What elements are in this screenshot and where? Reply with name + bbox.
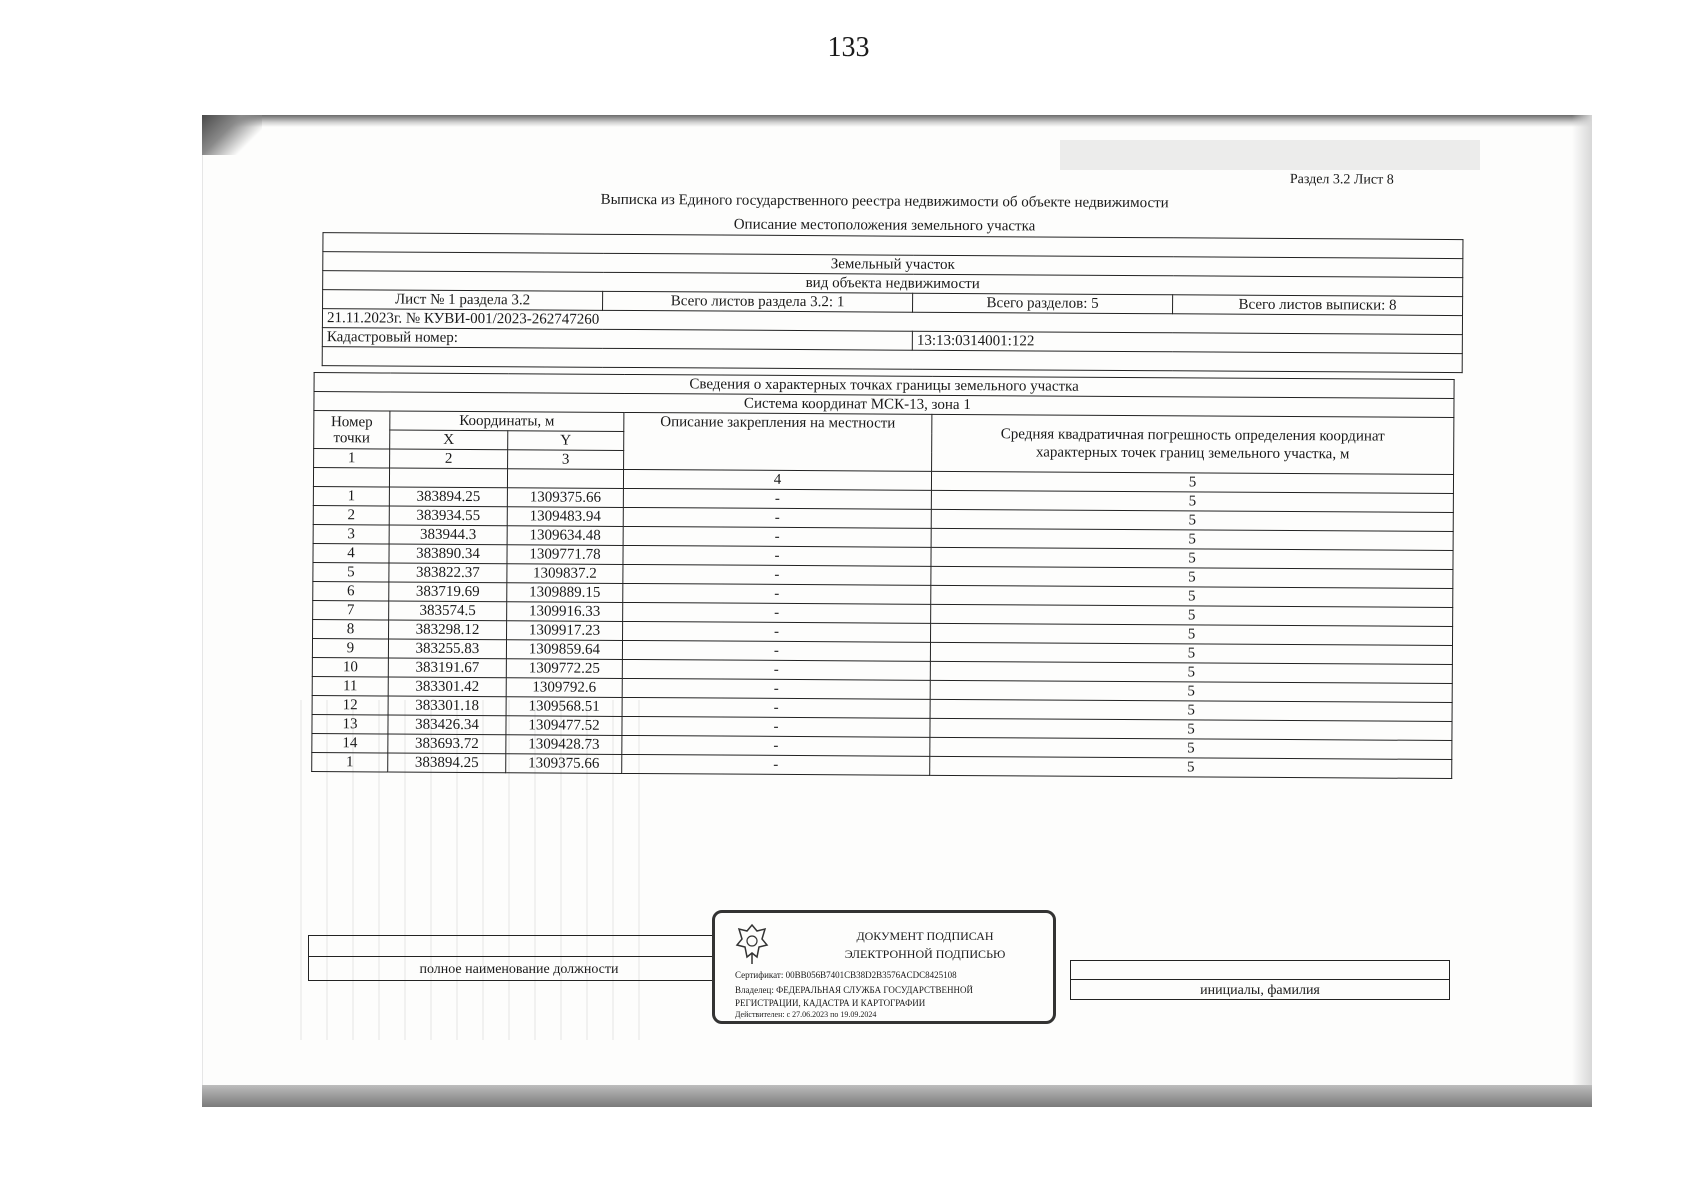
col-coordinates: Координаты, м	[390, 411, 624, 431]
point-number-cell: 2	[313, 506, 389, 525]
y-coordinate-cell: 1309889.15	[507, 583, 623, 603]
point-rows	[312, 487, 1454, 779]
description-cell: -	[622, 716, 930, 737]
description-cell: -	[623, 583, 931, 604]
y-coordinate-cell: 1309837.2	[507, 564, 623, 584]
description-cell: -	[623, 545, 931, 566]
description-cell: -	[623, 488, 931, 509]
error-cell: 5	[930, 718, 1452, 740]
x-coordinate-cell: 383298.12	[389, 620, 507, 640]
y-coordinate-cell: 1309792.6	[506, 678, 622, 698]
scan-bottom-edge	[202, 1085, 1592, 1107]
point-number-cell: 9	[312, 639, 388, 658]
point-number-cell: 13	[312, 715, 388, 734]
error-cell: 5	[931, 528, 1453, 550]
y-coordinate-cell: 1309859.64	[506, 640, 622, 660]
x-coordinate-cell: 383255.83	[388, 639, 506, 659]
y-coordinate-cell: 1309428.73	[506, 735, 622, 755]
error-cell: 5	[930, 661, 1452, 683]
point-number-cell: 10	[312, 658, 388, 677]
description-cell: -	[622, 678, 930, 699]
y-coordinate-cell: 1309375.66	[506, 754, 622, 774]
total-sheets-extract: Всего листов выписки: 8	[1173, 295, 1463, 316]
position-line	[309, 956, 729, 957]
y-coordinate-cell: 1309375.66	[507, 488, 623, 508]
header-table	[322, 232, 1464, 373]
error-cell: 5	[931, 490, 1453, 512]
description-cell: -	[622, 659, 930, 680]
object-type-value: Земельный участок	[323, 252, 1463, 278]
error-cell: 5	[930, 699, 1452, 721]
point-number-cell: 5	[313, 563, 389, 582]
point-number-cell: 6	[313, 582, 389, 601]
stamp-certificate: Сертификат: 00BB056B7401CB38D2B3576ACDC8425108	[735, 970, 957, 980]
error-cell: 5	[930, 756, 1452, 778]
stamp-owner-1: Владелец: ФЕДЕРАЛЬНАЯ СЛУЖБА ГОСУДАРСТВЕННОЙ	[735, 985, 974, 995]
scan-corner-shadow	[202, 115, 262, 155]
error-cell: 5	[931, 604, 1453, 626]
x-coordinate-cell: 383574.5	[389, 601, 507, 621]
x-coordinate-cell: 383934.55	[389, 506, 507, 526]
x-coordinate-cell: 383191.67	[388, 658, 506, 678]
x-coordinate-cell: 383894.25	[389, 487, 507, 507]
y-coordinate-cell: 1309916.33	[507, 602, 623, 622]
x-coordinate-cell: 383426.34	[388, 715, 506, 735]
error-cell: 5	[931, 547, 1453, 569]
document-subtitle: Описание местоположения земельного участка	[733, 216, 1036, 235]
boundary-points-table	[311, 372, 1454, 779]
blank-cell	[314, 392, 624, 413]
col-description: Описание закрепления на местности	[624, 412, 932, 471]
description-cell: -	[622, 640, 930, 661]
name-signature-field	[1070, 960, 1450, 1000]
point-number-cell: 7	[313, 601, 389, 620]
scan-top-edge	[202, 115, 1592, 127]
error-cell: 5	[931, 509, 1453, 531]
y-coordinate-cell: 1309772.25	[506, 659, 622, 679]
name-caption: инициалы, фамилия	[1200, 983, 1320, 998]
x-coordinate-cell: 383693.72	[388, 734, 506, 754]
description-cell: -	[623, 564, 931, 585]
col-number-3: 3	[508, 450, 624, 470]
blank-cell	[313, 468, 389, 487]
stamp-line-1: ДОКУМЕНТ ПОДПИСАН	[856, 929, 994, 943]
point-number-cell: 3	[313, 525, 389, 544]
blank-cell	[389, 468, 507, 488]
object-type-caption: вид объекта недвижимости	[323, 271, 1463, 297]
date-number: 21.11.2023г. № КУВИ-001/2023-262747260	[322, 309, 1462, 335]
error-cell: 5	[931, 566, 1453, 588]
blank-cell	[507, 469, 623, 489]
coord-system: Система координат МСК-13, зона 1	[624, 393, 1454, 417]
point-number-cell: 12	[312, 696, 388, 715]
description-cell: -	[622, 735, 930, 756]
col-x: X	[390, 430, 508, 450]
description-cell: -	[623, 621, 931, 642]
coat-of-arms-icon	[735, 921, 769, 965]
error-cell: 5	[930, 680, 1452, 702]
x-coordinate-cell: 383944.3	[389, 525, 507, 545]
stamp-heading	[805, 927, 1045, 963]
y-coordinate-cell: 1309477.52	[506, 716, 622, 736]
point-number-cell: 4	[313, 544, 389, 563]
col-number-1: 1	[314, 449, 390, 468]
y-coordinate-cell: 1309634.48	[507, 526, 623, 546]
point-number-cell: 14	[312, 734, 388, 753]
col-y: Y	[508, 431, 624, 451]
col-point-number: Номер точки	[314, 411, 390, 449]
position-caption: полное наименование должности	[419, 962, 619, 977]
stamp-line-2: ЭЛЕКТРОННОЙ ПОДПИСЬЮ	[844, 947, 1006, 961]
points-table-title: Сведения о характерных точках границы земельного участка	[314, 373, 1454, 399]
description-cell: -	[622, 754, 930, 775]
error-cell: 5	[930, 642, 1452, 664]
total-sections: Всего разделов: 5	[913, 293, 1173, 314]
scan-right-edge	[1572, 115, 1592, 1107]
col-error: Средняя квадратичная погрешность определения координат характерных точек границ земельного участка, м	[932, 414, 1454, 474]
x-coordinate-cell: 383301.18	[388, 696, 506, 716]
x-coordinate-cell: 383822.37	[389, 563, 507, 583]
cadastral-value: 13:13:0314001:122	[912, 331, 1462, 353]
document-title: Выписка из Единого государственного реестра недвижимости об объекте недвижимости	[600, 191, 1169, 212]
col-number-5: 5	[931, 471, 1453, 493]
x-coordinate-cell: 383719.69	[389, 582, 507, 602]
y-coordinate-cell: 1309771.78	[507, 545, 623, 565]
x-coordinate-cell: 383301.42	[388, 677, 506, 697]
y-coordinate-cell: 1309483.94	[507, 507, 623, 527]
description-cell: -	[623, 526, 931, 547]
point-number-cell: 8	[313, 620, 389, 639]
stamp-owner-2: РЕГИСТРАЦИИ, КАДАСТРА И КАРТОГРАФИИ	[735, 998, 926, 1008]
sheet-number: Лист № 1 раздела 3.2	[323, 290, 603, 311]
y-coordinate-cell: 1309917.23	[507, 621, 623, 641]
electronic-signature-stamp	[712, 910, 1056, 1024]
error-cell: 5	[931, 623, 1453, 645]
error-cell: 5	[930, 737, 1452, 759]
y-coordinate-cell: 1309568.51	[506, 697, 622, 717]
description-cell: -	[623, 507, 931, 528]
description-cell: -	[623, 602, 931, 623]
col-number-2: 2	[390, 449, 508, 469]
sheet-reference: Раздел 3.2 Лист 8	[1289, 172, 1394, 188]
x-coordinate-cell: 383894.25	[388, 753, 506, 773]
point-number-cell: 11	[312, 677, 388, 696]
stamp-validity: Действителен: с 27.06.2023 по 19.09.2024	[735, 1010, 877, 1019]
description-cell: -	[622, 697, 930, 718]
name-line	[1071, 979, 1449, 980]
point-number-cell: 1	[313, 487, 389, 506]
point-number-cell: 1	[312, 753, 388, 772]
bleed-through-top	[1060, 140, 1480, 170]
x-coordinate-cell: 383890.34	[389, 544, 507, 564]
position-signature-field	[308, 935, 730, 981]
cadastral-label: Кадастровый номер:	[322, 328, 912, 351]
col-number-4: 4	[623, 469, 931, 490]
page-number: 133	[827, 32, 870, 63]
total-sheets-section: Всего листов раздела 3.2: 1	[603, 291, 913, 312]
error-cell: 5	[931, 585, 1453, 607]
